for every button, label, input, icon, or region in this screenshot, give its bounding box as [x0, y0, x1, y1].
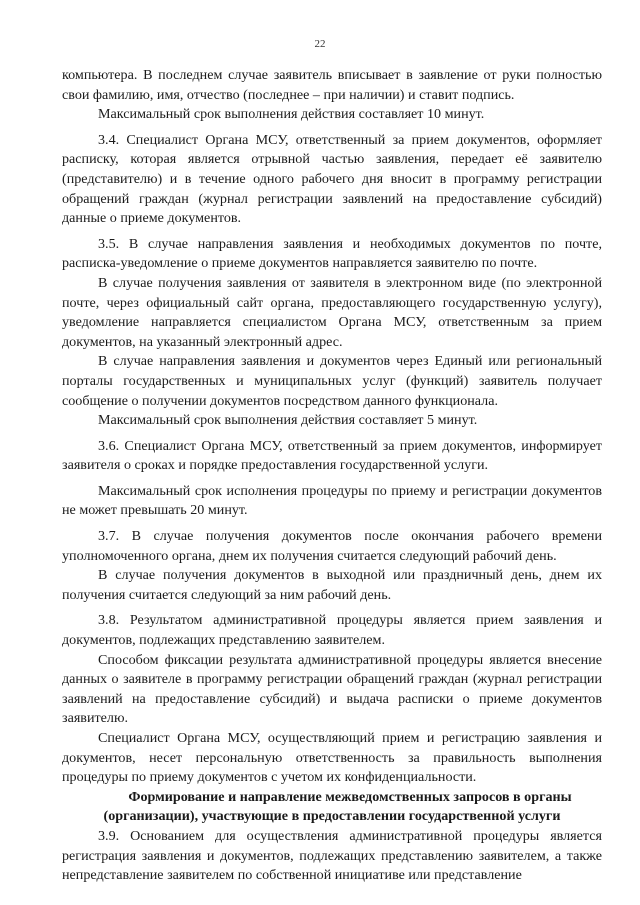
- paragraph: 3.7. В случае получения документов после окончания рабочего времени уполномоченного органа, днем их получения считается следующий рабочий день.: [62, 528, 602, 564]
- paragraph: В случае получения заявления от заявителя в электронном виде (по электронной почте, через официальный сайт органа, предоставляющего государственную услугу), уведомление направляется специалистом Органа МСУ, ответственным за прием документов, на указанный электронный адрес.: [62, 274, 602, 350]
- paragraph: 3.4. Специалист Органа МСУ, ответственный за прием документов, оформляет расписку, которая является отрывной частью заявления, передает её заявителю (представителю) и в течение одного рабочего дня вносит в программу регистрации обращений граждан (журнал регистрации заявлений на предоставление субсидий) данные о приеме документов.: [62, 131, 602, 227]
- document-body: [62, 66, 602, 886]
- paragraph: Максимальный срок выполнения действия составляет 5 минут.: [98, 412, 478, 429]
- section-heading: Формирование и направление межведомственных запросов в органы (организации), участвующие в предоставлении государственной услуги: [103, 788, 572, 825]
- paragraph: В случае получения документов в выходной или праздничный день, днем их получения считается следующий за ним рабочий день.: [62, 567, 602, 603]
- paragraph: 3.6. Специалист Органа МСУ, ответственный за прием документов, информирует заявителя о сроках и порядке предоставления государственной услуги.: [62, 437, 602, 474]
- paragraph: 3.8. Результатом административной процедуры является прием заявления и документов, подлежащих представлению заявителем.: [62, 612, 602, 649]
- paragraph: Специалист Органа МСУ, осуществляющий прием и регистрацию заявления и документов, несет персональную ответственность за правильность выполнения процедуры по приему документов с учетом их конфиденциальности.: [62, 730, 602, 786]
- paragraph: 3.5. В случае направления заявления и необходимых документов по почте, расписка-уведомление о приеме документов направляется заявителю по почте.: [62, 235, 602, 272]
- paragraph: компьютера. В последнем случае заявитель вписывает в заявление от руки полностью свои фамилию, имя, отчество (последнее – при наличии) и ставит подпись.: [62, 67, 602, 103]
- paragraph: Способом фиксации результата административной процедуры является внесение данных о заявителе в программу регистрации обращений граждан (журнал регистрации заявлений на предоставление субсидий) и выдача расписки о приеме документов заявителю.: [62, 651, 602, 727]
- paragraph: Максимальный срок исполнения процедуры по приему и регистрации документов не может превышать 20 минут.: [62, 482, 602, 519]
- page-number: 22: [314, 38, 326, 50]
- paragraph: 3.9. Основанием для осуществления административной процедуры является регистрация заявления и документов, подлежащих представлению заявителем, а также непредставление заявителем по собственной инициативе или представление: [62, 827, 602, 884]
- paragraph: В случае направления заявления и документов через Единый или региональный порталы государственных и муниципальных услуг (функций) заявитель получает сообщение о получении документов посредством данного функционала.: [62, 353, 602, 409]
- paragraph: Максимальный срок выполнения действия составляет 10 минут.: [98, 106, 485, 123]
